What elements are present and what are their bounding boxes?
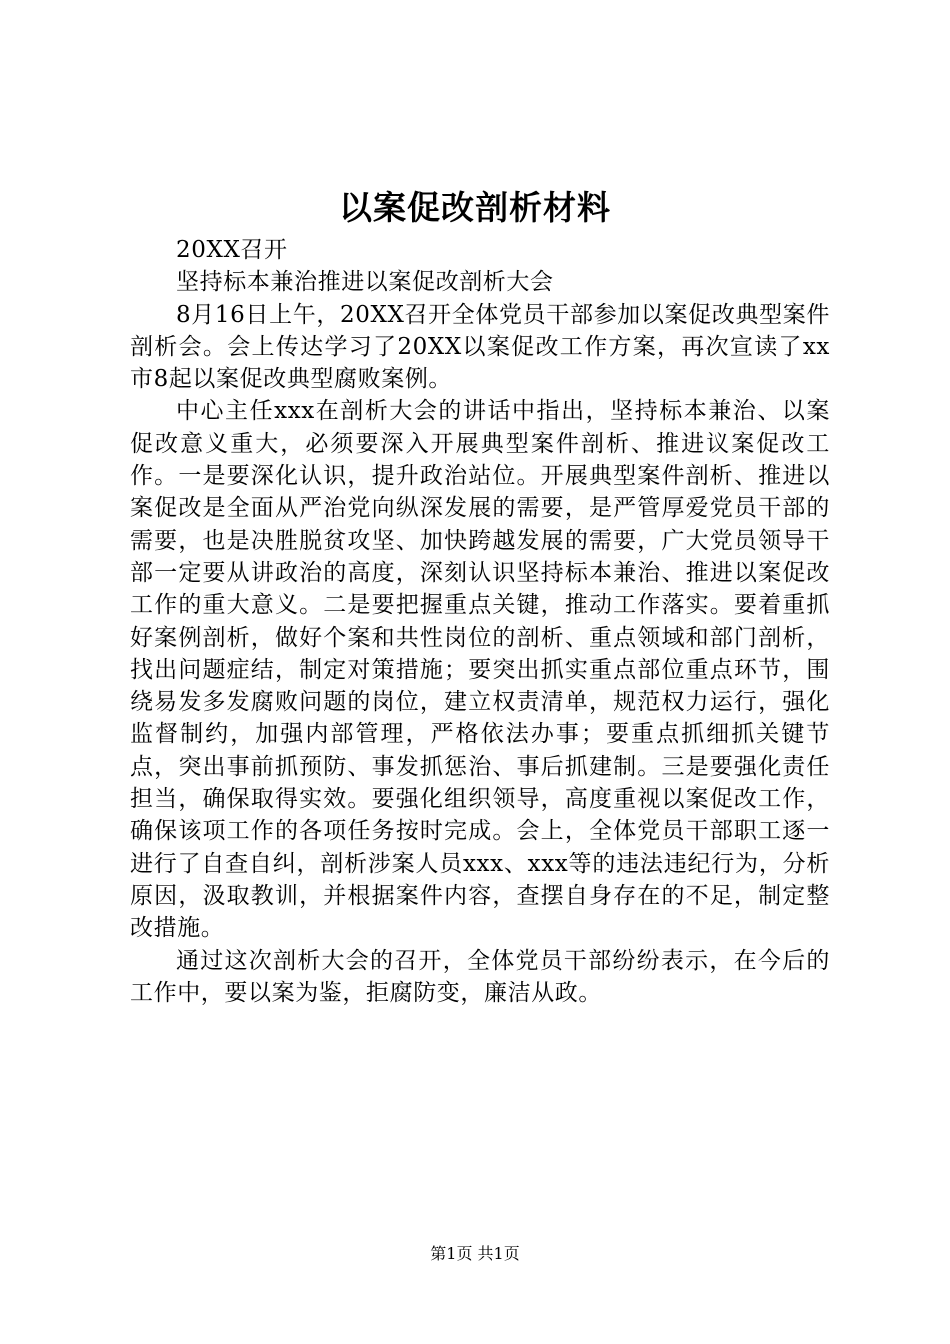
document-title: 以案促改剖析材料 [339, 188, 611, 227]
paragraph-speech: 中心主任xxx在剖析大会的讲话中指出，坚持标本兼治、以案促改意义重大，必须要深入开展典型案件剖析、推进议案促改工作。一是要深化认识，提升政治站位。开展典型案件剖析、推进以案促改是全面从严治党向纵深发展的需要，是严管厚爱党员干部的需要，也是决胜脱贫攻坚、加快跨越发展的需要，广大党员领导干部一定要从讲政治的高度，深刻认识坚持标本兼治、推进以案促改工作的重大意义。二是要把握重点关键，推动工作落实。要着重抓好案例剖析，做好个案和共性岗位的剖析、重点领域和部门剖析，找出问题症结，制定对策措施；要突出抓实重点部位重点环节，围绕易发多发腐败问题的岗位，建立权责清单，规范权力运行，强化监督制约，加强内部管理，严格依法办事；要重点抓细抓关键节点，突出事前抓预防、事发抓惩治、事后抓建制。三是要强化责任担当，确保取得实效。要强化组织领导，高度重视以案促改工作，确保该项工作的各项任务按时完成。会上，全体党员干部职工逐一进行了自查自纠，剖析涉案人员xxx、xxx等的违法违纪行为，分析原因，汲取教训，并根据案件内容，查摆自身存在的不足，制定整改措施。 [130, 398, 830, 942]
paragraph-meeting-name: 坚持标本兼治推进以案促改剖析大会 [176, 269, 554, 296]
paragraph-meeting-summary: 8月16日上午，20XX召开全体党员干部参加以案促改典型案件剖析会。会上传达学习了20XX以案促改工作方案，再次宣读了xx市8起以案促改典型腐败案例。 [130, 301, 830, 393]
document-body [130, 234, 830, 1009]
paragraph-organizer: 20XX召开 [176, 237, 288, 263]
paragraph-conclusion: 通过这次剖析大会的召开，全体党员干部纷纷表示，在今后的工作中，要以案为鉴，拒腐防变，廉洁从政。 [130, 947, 830, 1006]
page-number-footer: 第1页 共1页 [430, 1244, 520, 1263]
